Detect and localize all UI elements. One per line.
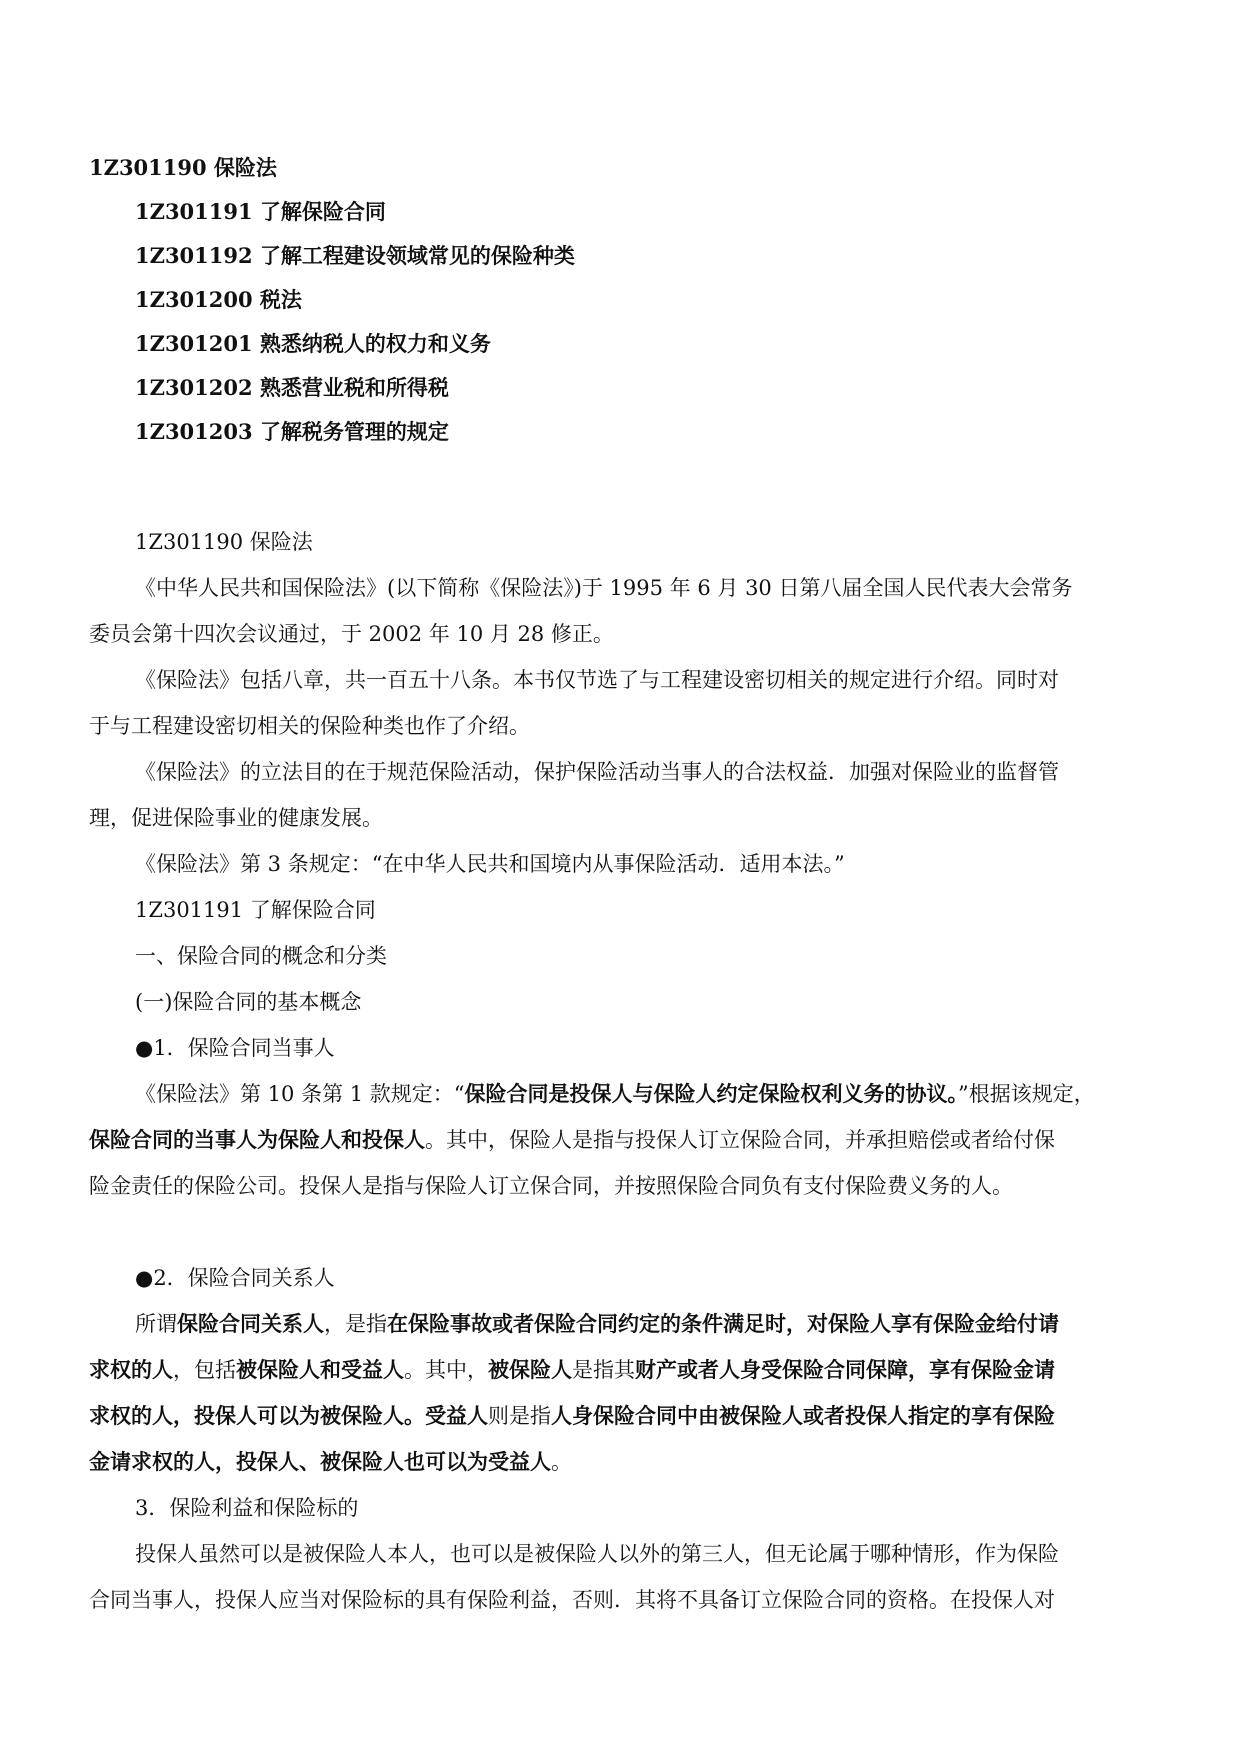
paragraph-3-line-2: 理，促进保险事业的健康发展。 bbox=[89, 806, 383, 830]
toc-item-1z301201: 1Z301201 熟悉纳税人的权力和义务 bbox=[135, 331, 491, 356]
paragraph-6-line-1 bbox=[135, 1309, 1059, 1339]
paragraph-1-line-2: 委员会第十四次会议通过，于 2002 年 10 月 28 修正。 bbox=[89, 622, 614, 646]
paragraph-7-line-1: 投保人虽然可以是被保险人本人，也可以是被保险人以外的第三人，但无论属于哪种情形，作为保险 bbox=[135, 1542, 1059, 1566]
paragraph-5-line-3: 险金责任的保险公司。投保人是指与保险人订立保合同，并按照保险合同负有支付保险费义务的人。 bbox=[89, 1174, 1013, 1198]
bold-run: 在保险事故或者保险合同约定的条件满足时，对保险人享有保险金给付请 bbox=[387, 1311, 1059, 1336]
bold-run: 保险合同是投保人与保险人约定保险权利义务的协议。 bbox=[464, 1081, 959, 1106]
text-run: ，包括 bbox=[173, 1358, 236, 1382]
text-run: ，是指 bbox=[324, 1312, 387, 1336]
paragraph-7-line-2: 合同当事人，投保人应当对保险标的具有保险利益，否则．其将不具备订立保险合同的资格。在投保人对 bbox=[89, 1588, 1055, 1612]
subsection-heading-1: 一、保险合同的概念和分类 bbox=[135, 944, 387, 968]
bold-run: 求权的人，投保人可以为被保险人。受益人 bbox=[89, 1403, 488, 1428]
bold-run: 保险合同的当事人为保险人和投保人 bbox=[89, 1127, 425, 1152]
bold-run: 人身保险合同中由被保险人或者投保人指定的享有保险 bbox=[551, 1403, 1055, 1428]
paragraph-1-line-1: 《中华人民共和国保险法》(以下简称《保险法》)于 1995 年 6 月 30 日第八届全国人民代表大会常务 bbox=[135, 576, 1073, 600]
section-heading-1z301190: 1Z301190 保险法 bbox=[135, 530, 313, 554]
toc-item-1z301191: 1Z301191 了解保险合同 bbox=[135, 199, 386, 224]
text-run: ”根据该规定， bbox=[958, 1082, 1095, 1106]
text-run: 。其中， bbox=[404, 1358, 488, 1382]
text-run: 则是指 bbox=[488, 1404, 551, 1428]
paragraph-3-line-1: 《保险法》的立法目的在于规范保险活动，保护保险活动当事人的合法权益．加强对保险业的监督管 bbox=[135, 760, 1059, 784]
bold-run: 被保险人和受益人 bbox=[236, 1357, 404, 1382]
bold-run: 金请求权的人，投保人、被保险人也可以为受益人 bbox=[89, 1449, 551, 1474]
bold-run: 保险合同关系人 bbox=[177, 1311, 324, 1336]
item-heading-2: ●2．保险合同关系人 bbox=[135, 1266, 335, 1290]
bold-run: 被保险人 bbox=[488, 1357, 572, 1382]
toc-item-1z301192: 1Z301192 了解工程建设领域常见的保险种类 bbox=[135, 243, 575, 268]
subsection-heading-1a: (一)保险合同的基本概念 bbox=[135, 990, 362, 1014]
toc-item-1z301202: 1Z301202 熟悉营业税和所得税 bbox=[135, 375, 449, 400]
paragraph-6-line-3 bbox=[89, 1401, 1055, 1431]
text-run: 。其中，保险人是指与投保人订立保险合同，并承担赔偿或者给付保 bbox=[425, 1128, 1055, 1152]
paragraph-2-line-1: 《保险法》包括八章，共一百五十八条。本书仅节选了与工程建设密切相关的规定进行介绍。同时对 bbox=[135, 668, 1059, 692]
text-run: 《保险法》第 10 条第 1 款规定：“ bbox=[135, 1082, 465, 1106]
bold-run: 求权的人 bbox=[89, 1357, 173, 1382]
text-run: 是指其 bbox=[572, 1358, 635, 1382]
paragraph-4: 《保险法》第 3 条规定：“在中华人民共和国境内从事保险活动．适用本法。” bbox=[135, 852, 845, 876]
paragraph-6-line-2 bbox=[89, 1355, 1055, 1385]
paragraph-5-line-2 bbox=[89, 1125, 1055, 1155]
paragraph-5-line-1 bbox=[135, 1079, 1095, 1109]
item-heading-3: 3．保险利益和保险标的 bbox=[135, 1496, 359, 1520]
text-run: 所谓 bbox=[135, 1312, 177, 1336]
toc-item-1z301200: 1Z301200 税法 bbox=[135, 287, 302, 312]
toc-item-1z301203: 1Z301203 了解税务管理的规定 bbox=[135, 419, 449, 444]
section-heading-1z301191: 1Z301191 了解保险合同 bbox=[135, 898, 376, 922]
toc-item-1z301190: 1Z301190 保险法 bbox=[89, 155, 277, 180]
text-run: 。 bbox=[551, 1450, 572, 1474]
paragraph-6-line-4 bbox=[89, 1447, 572, 1477]
item-heading-1: ●1．保险合同当事人 bbox=[135, 1036, 335, 1060]
paragraph-2-line-2: 于与工程建设密切相关的保险种类也作了介绍。 bbox=[89, 714, 530, 738]
bold-run: 财产或者人身受保险合同保障，享有保险金请 bbox=[635, 1357, 1055, 1382]
